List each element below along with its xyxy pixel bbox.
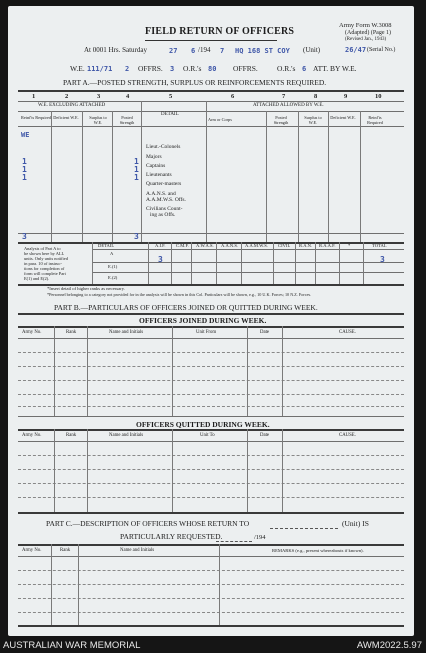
col-number: 4 <box>126 93 130 100</box>
col-number: 9 <box>344 93 348 100</box>
adapted-note: (Adapted) (Page 1) <box>345 30 391 36</box>
col-header-surplus-att: Surplus to W.E. <box>304 115 322 125</box>
analysis-header: A.A.N.S. <box>221 243 239 248</box>
typed-unit: HQ 168 ST COY <box>235 47 290 55</box>
joined-row-line <box>18 406 404 407</box>
col4-value: 1 <box>134 173 139 182</box>
joined-col-header: CAUSE. <box>339 330 356 335</box>
part-c-top-rule <box>18 544 404 546</box>
joined-row-line <box>18 394 404 395</box>
quitted-col-header: CAUSE. <box>339 433 356 438</box>
at-hours-label: At 0001 Hrs. Saturday <box>84 46 147 54</box>
col-header-deficient: Deficient W.E. <box>53 115 79 120</box>
col-header-surplus: Surplus to W.E. <box>89 115 107 125</box>
analysis-header-rule <box>92 249 404 250</box>
col-number: 8 <box>314 93 318 100</box>
analysis-note-line: be shown here by ALL <box>24 251 65 256</box>
detail-row-label: Quarter-masters <box>146 181 182 187</box>
analysis-header: R.A.N. <box>299 243 313 248</box>
part-c-requested: PARTICULARLY REQUESTED. <box>120 532 223 541</box>
joined-divider <box>282 326 283 416</box>
joined-divider <box>54 326 55 416</box>
quitted-col-header: Rank <box>66 433 77 438</box>
ors-label: O.R.'s <box>183 64 202 73</box>
quitted-col-header: Name and Initials <box>109 433 144 438</box>
offrs-label: OFFRS. <box>138 64 163 73</box>
analysis-header: A.I.F. <box>155 243 166 248</box>
quitted-col-header: Unit To <box>200 433 215 438</box>
col-divider <box>112 111 113 242</box>
part-c-col-header: REMARKS (e.g., present whereabouts if known). <box>272 548 364 553</box>
analysis-header: CIVIL <box>278 243 291 248</box>
analysis-divider <box>315 242 316 284</box>
part-c-header-rule <box>18 556 404 557</box>
detail-row-label: A.A.N.S. and <box>146 191 176 197</box>
col-number: 2 <box>65 93 69 100</box>
quitted-divider <box>247 429 248 512</box>
joined-header-rule <box>18 338 404 339</box>
analysis-note-line: Analysis of Part A to <box>24 246 61 251</box>
analysis-header: C.M.F. <box>176 243 189 248</box>
col-header-reinf-att: Reinf'ts Required <box>367 115 383 125</box>
part-c-col-header: Army No. <box>22 548 42 553</box>
col-number: 7 <box>282 93 286 100</box>
analysis-header: A.W.A.S. <box>196 243 214 248</box>
part-c-row-line <box>18 570 404 571</box>
analysis-divider <box>241 242 242 284</box>
part-c-unit-line <box>270 528 338 529</box>
part-c-date-line <box>216 541 252 542</box>
unit-label: (Unit) <box>303 46 321 54</box>
part-c-divider <box>219 544 220 625</box>
analysis-header: TOTAL <box>372 243 387 248</box>
analysis-divider <box>92 242 93 284</box>
quitted-header-rule <box>18 441 404 442</box>
quitted-title: OFFICERS QUITTED DURING WEEK. <box>136 420 270 429</box>
typed-offrs-1: 2 <box>125 65 130 73</box>
analysis-header: A.A.M.W.S. <box>245 243 268 248</box>
quitted-divider <box>172 429 173 512</box>
detail-row-label: ing as Offs. <box>150 212 176 218</box>
col-header-reinf: Reinf'ts Required <box>21 115 52 120</box>
revised-note: (Revised Jan., 1943) <box>345 37 387 42</box>
quitted-row-line <box>18 469 404 470</box>
analysis-divider <box>148 242 149 284</box>
col4-value: 1 <box>134 165 139 174</box>
col-divider <box>51 111 52 242</box>
part-c-heading: PART C.—DESCRIPTION OF OFFICERS WHOSE RETURN TO <box>46 519 250 528</box>
typed-year: 7 <box>220 47 225 55</box>
col1-value: 1 <box>22 165 27 174</box>
total-value: 3 <box>380 255 385 264</box>
analysis-divider <box>295 242 296 284</box>
part-a-top-rule <box>18 90 404 92</box>
detail-header: DETAIL <box>161 112 179 117</box>
total-col1-value: 3 <box>22 232 27 241</box>
analysis-divider <box>171 242 172 284</box>
typed-att: 6 <box>302 65 307 73</box>
detail-row-label: Lieutenants <box>146 172 172 178</box>
typed-we-mark: WE <box>21 131 30 139</box>
col-divider <box>206 101 207 242</box>
col-number: 10 <box>375 93 382 100</box>
analysis-divider <box>339 242 340 284</box>
analysis-note-line: E(1) and E(2). <box>24 276 50 281</box>
joined-divider <box>247 326 248 416</box>
col-header-posted-att: Posted Strength <box>273 115 289 125</box>
col-divider <box>328 111 329 242</box>
col-number-rule <box>18 101 404 102</box>
part-c-unit-is: (Unit) IS <box>342 519 369 528</box>
title-underline <box>145 40 277 41</box>
total-col4-value: 3 <box>134 232 139 241</box>
col-number: 6 <box>231 93 235 100</box>
analysis-divider <box>191 242 192 284</box>
footer-accession-number: AWM2022.5.97 <box>356 640 422 651</box>
quitted-divider <box>282 429 283 512</box>
part-c-divider <box>51 544 52 625</box>
quitted-col-header: Army No. <box>22 433 42 438</box>
analysis-note-line: tions for completion of <box>24 266 65 271</box>
joined-row-line <box>18 366 404 367</box>
part-a-heading: PART A.—POSTED STRENGTH, SURPLUS OR REINFORCEMENTS REQUIRED. <box>63 78 327 87</box>
col1-value: 1 <box>22 157 27 166</box>
joined-divider <box>172 326 173 416</box>
part-c-bottom-rule <box>18 625 404 627</box>
header-bottom-rule <box>18 126 404 127</box>
joined-col-header: Date <box>260 330 270 335</box>
army-form-number: Army Form W.3008 <box>339 22 392 29</box>
joined-col-header: Rank <box>66 330 77 335</box>
joined-bottom-rule <box>18 416 404 417</box>
typed-offrs-2: 3 <box>170 65 175 73</box>
quitted-col-header: Date <box>260 433 270 438</box>
col-divider <box>82 111 83 242</box>
we-label: W.E. <box>70 64 85 73</box>
quitted-row-line <box>18 483 404 484</box>
analysis-divider <box>273 242 274 284</box>
form-title: FIELD RETURN OF OFFICERS <box>145 26 295 37</box>
analysis-row-label: E.(1) <box>108 264 118 269</box>
part-c-divider <box>78 544 79 625</box>
analysis-row-rule <box>92 272 404 273</box>
part-c-row-line <box>18 612 404 613</box>
quitted-divider <box>87 429 88 512</box>
quitted-row-line <box>18 497 404 498</box>
attached-allowed-heading: ATTACHED ALLOWED BY W.E. <box>253 103 324 108</box>
quitted-row-line <box>18 455 404 456</box>
offrs-label-2: OFFRS. <box>233 64 258 73</box>
part-b-heading: PART B.—PARTICULARS OF OFFICERS JOINED OR QUITTED DURING WEEK. <box>54 303 318 312</box>
analysis-row-label: A <box>110 251 114 256</box>
detail-row-label: Lieut.-Colonels <box>146 144 181 150</box>
detail-row-label: Civilians Count- <box>146 206 183 212</box>
analysis-row-label: E.(2) <box>108 275 118 280</box>
part-c-col-header: Rank <box>60 548 71 553</box>
detail-row-label: Majors <box>146 154 162 160</box>
detail-row-label: A.A.M.W.S. Offs. <box>146 197 186 203</box>
typed-serial: 26/47 <box>345 46 367 54</box>
joined-row-line <box>18 380 404 381</box>
col-header-posted: Posted Strength <box>119 115 135 125</box>
joined-divider <box>87 326 88 416</box>
aif-value: 3 <box>158 255 163 264</box>
col-divider <box>298 111 299 242</box>
att-label: ATT. BY W.E. <box>313 64 357 73</box>
form-sheet <box>8 6 414 636</box>
col-number: 1 <box>32 93 36 100</box>
col-header-deficient-att: Deficient W.E. <box>330 115 356 120</box>
analysis-divider <box>216 242 217 284</box>
part-c-row-line <box>18 598 404 599</box>
analysis-row-rule <box>92 262 404 263</box>
analysis-note-line: form will complete Part <box>24 271 66 276</box>
quitted-title-rule <box>18 429 404 431</box>
joined-col-header: Name and Initials <box>109 330 144 335</box>
typed-date-day: 27 <box>169 47 178 55</box>
analysis-header: R.A.A.F. <box>319 243 336 248</box>
joined-title-rule <box>18 326 404 328</box>
quitted-bottom-rule <box>18 512 404 514</box>
typed-we: 111/71 <box>87 65 113 73</box>
part-b-top-rule <box>18 313 404 315</box>
part-c-col-header: Name and Initials <box>120 548 155 553</box>
quitted-divider <box>54 429 55 512</box>
we-excluding-heading: W.E. EXCLUDING ATTACHED <box>38 103 106 108</box>
col-divider <box>266 111 267 242</box>
joined-col-header: Army No. <box>22 330 42 335</box>
part-c-row-line <box>18 584 404 585</box>
analysis-header: * <box>348 243 351 248</box>
analysis-header: DETAIL <box>98 243 115 248</box>
col-number: 5 <box>169 93 173 100</box>
col-header-arm: Arm or Corps <box>208 117 232 122</box>
joined-col-header: Unit From <box>196 330 217 335</box>
joined-row-line <box>18 352 404 353</box>
analysis-note-line: units. Only units notified <box>24 256 68 261</box>
col-divider <box>360 111 361 242</box>
group-heading-rule <box>18 111 404 112</box>
archive-footer-bar <box>0 637 426 653</box>
detail-row-label: Captains <box>146 163 166 169</box>
year-prefix: /194 <box>198 46 211 54</box>
ors-label-2: O.R.'s <box>277 64 296 73</box>
footer-institution: AUSTRALIAN WAR MEMORIAL <box>3 640 141 651</box>
col-divider <box>141 101 142 242</box>
joined-title: OFFICERS JOINED DURING WEEK. <box>139 316 267 325</box>
total-top-rule <box>18 233 404 234</box>
analysis-divider <box>363 242 364 284</box>
analysis-note-line: in para. 10 of instruc- <box>24 261 62 266</box>
col1-value: 1 <box>22 173 27 182</box>
footnote: *Insert detail of higher ranks as necessary. <box>47 286 125 291</box>
footnote: *Personnel belonging to a category not provided for in the analysis will be shown in this Col. Particulars will be shown, e.g., 10 U.K. Forces; 10 N.Z. Forces. <box>47 292 312 297</box>
col-number: 3 <box>97 93 101 100</box>
typed-date-month: 6 <box>191 47 196 55</box>
serial-label: (Serial No.) <box>367 47 396 53</box>
typed-ors: 80 <box>208 65 217 73</box>
col4-value: 1 <box>134 157 139 166</box>
part-c-year: /194 <box>254 534 266 541</box>
